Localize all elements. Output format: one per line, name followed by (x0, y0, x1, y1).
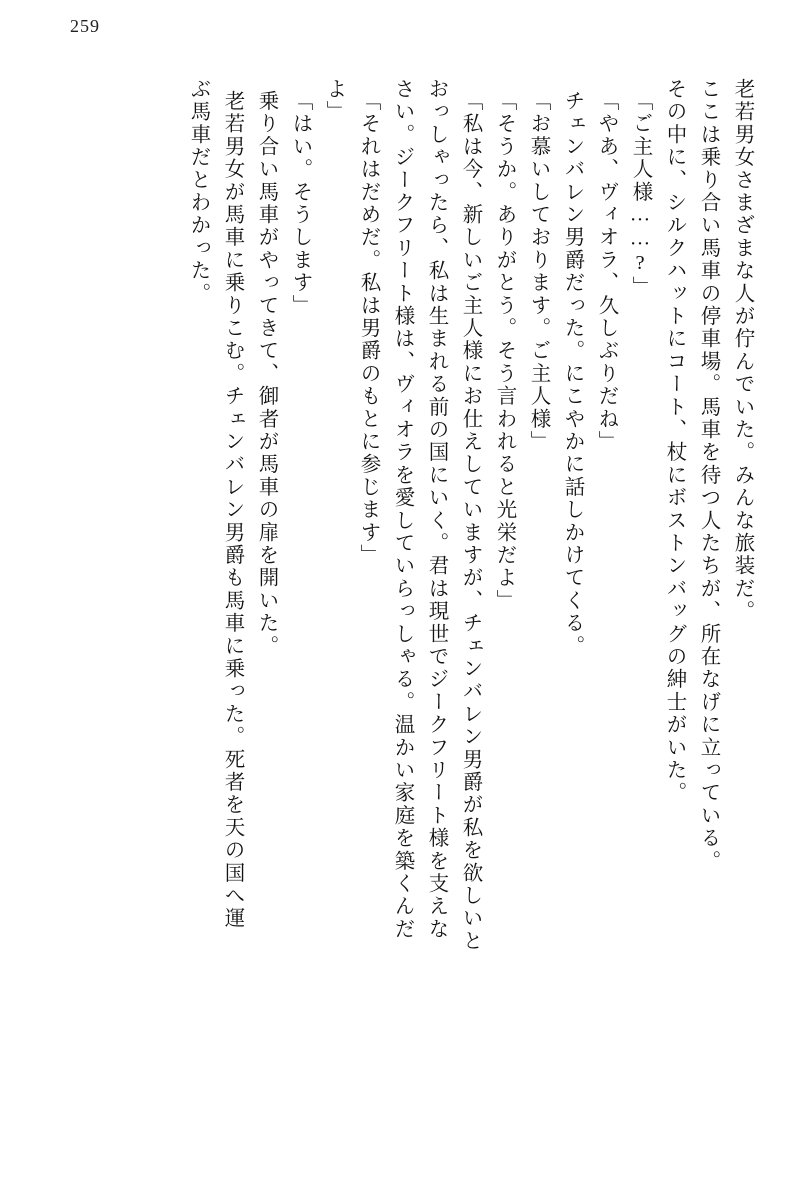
text-column: チェンバレン男爵だった。にこやかに話しかけてくる。 (561, 90, 583, 658)
text-column: 「お慕いしております。ご主人様」 (527, 90, 549, 454)
text-column: 老若男女が馬車に乗りこむ。チェンバレン男爵も馬車に乗った。死者を天の国へ運 (221, 90, 243, 930)
text-column: 老若男女さまざまな人が佇んでいた。みんな旅装だ。 (731, 78, 753, 623)
text-column: よ」 (323, 78, 345, 124)
text-column: ここは乗り合い馬車の停車場。馬車を待つ人たちが、所在なげに立っている。 (697, 78, 719, 873)
text-column: 乗り合い馬車がやってきて、御者が馬車の扉を開いた。 (255, 90, 277, 658)
text-column: その中に、シルクハットにコート、杖にボストンバッグの紳士がいた。 (663, 78, 685, 805)
text-column: おっしゃったら、私は生まれる前の国にいく。君は現世でジークフリート様を支えな (425, 78, 447, 941)
page-number: 259 (70, 16, 100, 36)
text-column: 「やあ、ヴィオラ、久しぶりだね」 (595, 90, 617, 454)
text-column: 「それはだめだ。私は男爵のもとに参じます」 (357, 90, 379, 567)
text-column: 「私は今、新しいご主人様にお仕えしていますが、チェンバレン男爵が私を欲しいと (459, 90, 481, 953)
text-column: 「そうか。ありがとう。そう言われると光栄だよ」 (493, 90, 515, 613)
text-column: ぶ馬車だとわかった。 (187, 78, 209, 305)
text-column: さい。ジークフリート様は、ヴィオラを愛していらっしゃる。温かい家庭を築くんだ (391, 78, 413, 941)
text-column: 「ご主人様……?」 (629, 90, 651, 299)
vertical-text-body (40, 78, 752, 1168)
text-column: 「はい。そうします」 (289, 90, 311, 317)
